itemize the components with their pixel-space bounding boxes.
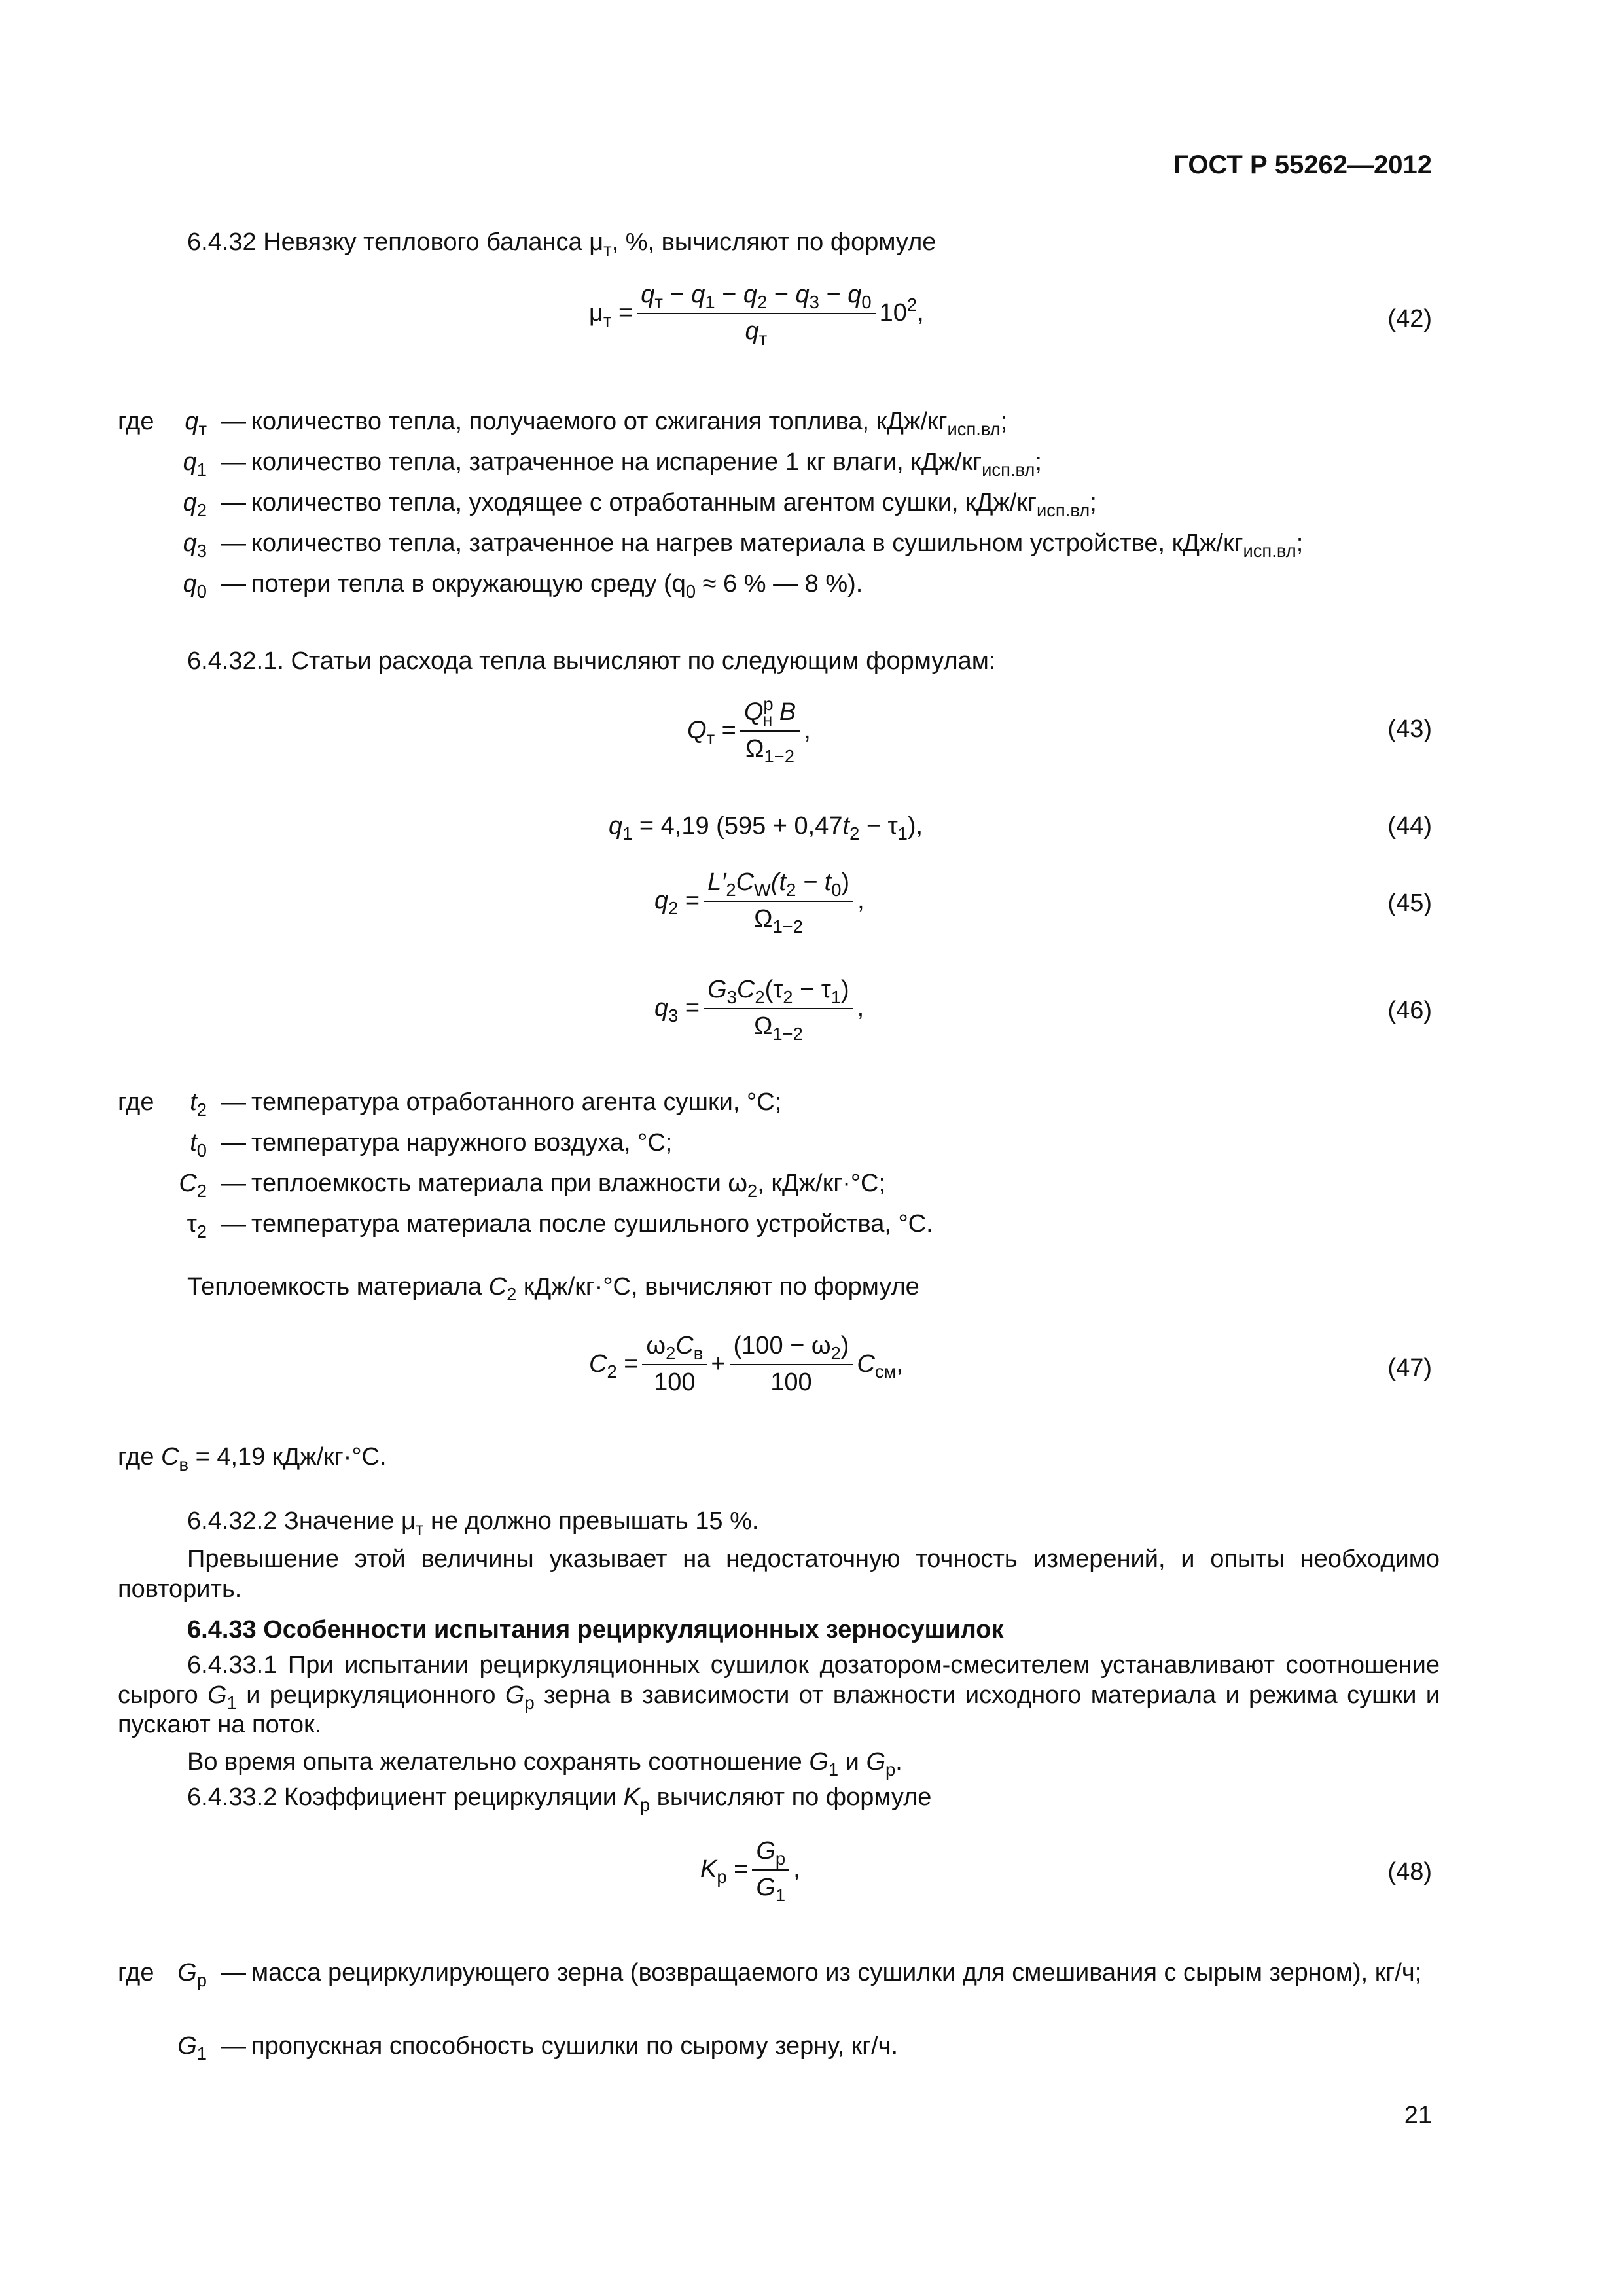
- fraction-numerator: $q_т - q_1 - q_2 - q_3 - q_0$: [637, 281, 875, 314]
- formula-tail: ,: [793, 1856, 800, 1883]
- definition-item: [137, 569, 1459, 600]
- definition-item: [137, 488, 1459, 518]
- formula-tail: $C_{см}$,: [857, 1350, 903, 1382]
- definition-symbol: $t_0$: [190, 1129, 207, 1160]
- definition-dash: —: [221, 1088, 246, 1116]
- definition-item: [137, 1169, 1459, 1199]
- equation-number-47: (47): [1387, 1354, 1432, 1382]
- definition-item: [137, 448, 1459, 478]
- fraction-denominator: 100: [654, 1368, 696, 1396]
- fraction-numerator: $G_р$: [752, 1838, 789, 1871]
- paragraph-ratio: Во время опыта желательно сохранять соотношение $G_1$ и $G_р$.: [187, 1748, 902, 1780]
- equation-number-46: (46): [1387, 997, 1432, 1024]
- formula-multiplier: $10^2$,: [879, 294, 924, 327]
- formula-fraction: [704, 869, 853, 937]
- definition-dash: —: [221, 2032, 246, 2060]
- definition-dash: —: [221, 1170, 246, 1197]
- definition-dash: —: [221, 408, 246, 435]
- heat-capacity-text: Теплоемкость материала $C_2$ кДж/кг·°С, вычисляют по формуле: [187, 1273, 919, 1304]
- fraction-numerator: $L'_2C_W(t_2 - t_0)$: [704, 869, 853, 902]
- equation-number-45: (45): [1387, 889, 1432, 917]
- formula-47: [589, 1333, 903, 1397]
- formula-fraction: [704, 976, 853, 1044]
- paragraph-6-4-33-1: 6.4.33.1 При испытании рециркуляционных сушилок дозатором-смесителем устанавливают соотношение сырого $G_1$ и рециркуляционного $G_р$ зерна в зависимости от влажности исходного материала и режима сушки и пускают на поток.: [118, 1651, 1440, 1739]
- fraction-numerator: $(100 - \omega_2)$: [730, 1333, 853, 1365]
- formula-tail: ,: [804, 717, 811, 744]
- formula-46: [654, 976, 865, 1044]
- clause-6-4-32-1: 6.4.32.1. Статьи расхода тепла вычисляют по следующим формулам:: [187, 647, 996, 675]
- heading-6-4-33: 6.4.33 Особенности испытания рециркуляционных зерносушилок: [187, 1616, 1004, 1643]
- definition-text: количество тепла, уходящее с отработанным агентом сушки, кДж/$кг_{исп.вл}$;: [251, 489, 1097, 520]
- equation-number-48: (48): [1387, 1858, 1432, 1886]
- definition-text: масса рециркулирующего зерна (возвращаемого из сушилки для смешивания с сырым зерном), кг/ч;: [251, 1959, 1422, 1986]
- definition-text: количество тепла, затраченное на испарение 1 кг влаги, кДж/$кг_{исп.вл}$;: [251, 448, 1042, 480]
- fraction-numerator: $G_3C_2(\tau_2 - \tau_1)$: [704, 977, 853, 1009]
- formula-fraction: [642, 1333, 707, 1397]
- clause-6-4-33-2: 6.4.33.2 Коэффициент рециркуляции $K_р$ вычисляют по формуле: [187, 1784, 932, 1815]
- definition-symbol: $q_0$: [183, 570, 207, 601]
- definition-symbol: $q_2$: [183, 489, 207, 520]
- definition-item: [137, 407, 1459, 437]
- definition-text: температура наружного воздуха, °С;: [251, 1129, 673, 1157]
- definition-symbol: $G_р$: [177, 1959, 207, 1990]
- formula-tail: ,: [857, 887, 865, 914]
- where-label: где: [118, 1088, 154, 1116]
- formula-42: [589, 281, 924, 349]
- definition-dash: —: [221, 570, 246, 598]
- definition-symbol: $t_2$: [190, 1088, 207, 1120]
- where-definition: где $C_в = 4,19$ кДж/кг·°С.: [118, 1443, 387, 1475]
- formula-fraction: [752, 1837, 789, 1905]
- clause-6-4-32: [187, 228, 936, 258]
- formula-lhs: $\mu_т$ =: [589, 299, 633, 331]
- definition-symbol: $q_3$: [183, 529, 207, 561]
- definition-item: [137, 1958, 1441, 1988]
- clause-6-4-32-2: 6.4.32.2 Значение $\mu_т$ не должно превышать 15 %.: [187, 1507, 759, 1539]
- definition-text: пропускная способность сушилки по сырому зерну, кг/ч.: [251, 2032, 898, 2060]
- paragraph-exceed: Превышение этой величины указывает на недостаточную точность измерений, и опыты необходимо повторить.: [118, 1545, 1440, 1603]
- fraction-numerator: $Q^р_н$ B: [740, 699, 800, 732]
- definition-dash: —: [221, 448, 246, 476]
- definition-dash: —: [221, 1210, 246, 1238]
- formula-43: [687, 693, 811, 766]
- page-number: 21: [1404, 2102, 1432, 2129]
- definition-dash: —: [221, 1959, 246, 1986]
- formula-fraction: [730, 1333, 853, 1397]
- definition-text: количество тепла, получаемого от сжигания топлива, кДж/$кг_{исп.вл}$;: [251, 408, 1008, 439]
- definition-symbol: $\tau_2$: [187, 1210, 207, 1242]
- formula-tail: ,: [857, 994, 865, 1022]
- standard-code: ГОСТ Р 55262—2012: [1173, 151, 1432, 179]
- formula-lhs: $K_р$ =: [700, 1856, 749, 1887]
- definition-item: [137, 1210, 1459, 1240]
- formula-plus: +: [711, 1350, 726, 1378]
- formula-lhs: $q_3$ =: [654, 994, 700, 1026]
- definition-symbol: $q_1$: [183, 448, 207, 480]
- definition-symbol: $C_2$: [179, 1170, 207, 1201]
- definition-item: [137, 1088, 1459, 1118]
- definition-dash: —: [221, 489, 246, 516]
- formula-body: $q_1 = 4,19$ $(595 + 0,47t_2 - \tau_1)$,: [609, 812, 923, 844]
- formula-48: [700, 1837, 800, 1905]
- where-label: где: [118, 408, 154, 435]
- definition-item: [137, 529, 1459, 559]
- definition-text: температура отработанного агента сушки, °С;: [251, 1088, 782, 1116]
- definition-symbol: $q_т$: [185, 408, 207, 439]
- definition-item: [137, 2032, 1459, 2062]
- formula-fraction: [740, 693, 800, 766]
- equation-number-44: (44): [1387, 812, 1432, 840]
- clause-text: 6.4.32 Невязку теплового баланса μ: [187, 228, 604, 256]
- fraction-numerator: $\omega_2C_в$: [642, 1333, 707, 1365]
- definition-symbol: $G_1$: [177, 2032, 207, 2064]
- definition-dash: —: [221, 1129, 246, 1157]
- fraction-denominator: $G_1$: [756, 1873, 786, 1905]
- definition-text: температура материала после сушильного устройства, °С.: [251, 1210, 933, 1238]
- definition-text: теплоемкость материала при влажности $\omega_2$, кДж/кг·°С;: [251, 1170, 886, 1201]
- fraction-denominator: $q_т$: [745, 317, 768, 349]
- formula-44: [609, 812, 923, 842]
- equation-number-42: (42): [1387, 305, 1432, 332]
- fraction-denominator: $\Omega_{1-2}$: [745, 734, 794, 766]
- formula-lhs: $Q_т$ =: [687, 717, 736, 748]
- formula-45: [654, 869, 865, 937]
- where-label: где: [118, 1959, 154, 1986]
- subscript: т: [603, 239, 612, 260]
- formula-lhs: $C_2$ =: [589, 1350, 639, 1382]
- fraction-denominator: $\Omega_{1-2}$: [754, 905, 803, 937]
- equation-number-43: (43): [1387, 715, 1432, 743]
- definition-dash: —: [221, 529, 246, 557]
- formula-lhs: $q_2$ =: [654, 887, 700, 918]
- fraction-denominator: 100: [770, 1368, 812, 1396]
- clause-text-tail: , %, вычисляют по формуле: [611, 228, 936, 256]
- definition-text: количество тепла, затраченное на нагрев материала в сушильном устройстве, кДж/$кг_{исп.вл}$;: [251, 529, 1304, 561]
- definition-text: потери тепла в окружающую среду ($q_0 \approx 6$ % — 8 %).: [251, 570, 863, 601]
- fraction-denominator: $\Omega_{1-2}$: [753, 1012, 803, 1044]
- definition-item: [137, 1128, 1459, 1158]
- formula-fraction: [637, 281, 875, 349]
